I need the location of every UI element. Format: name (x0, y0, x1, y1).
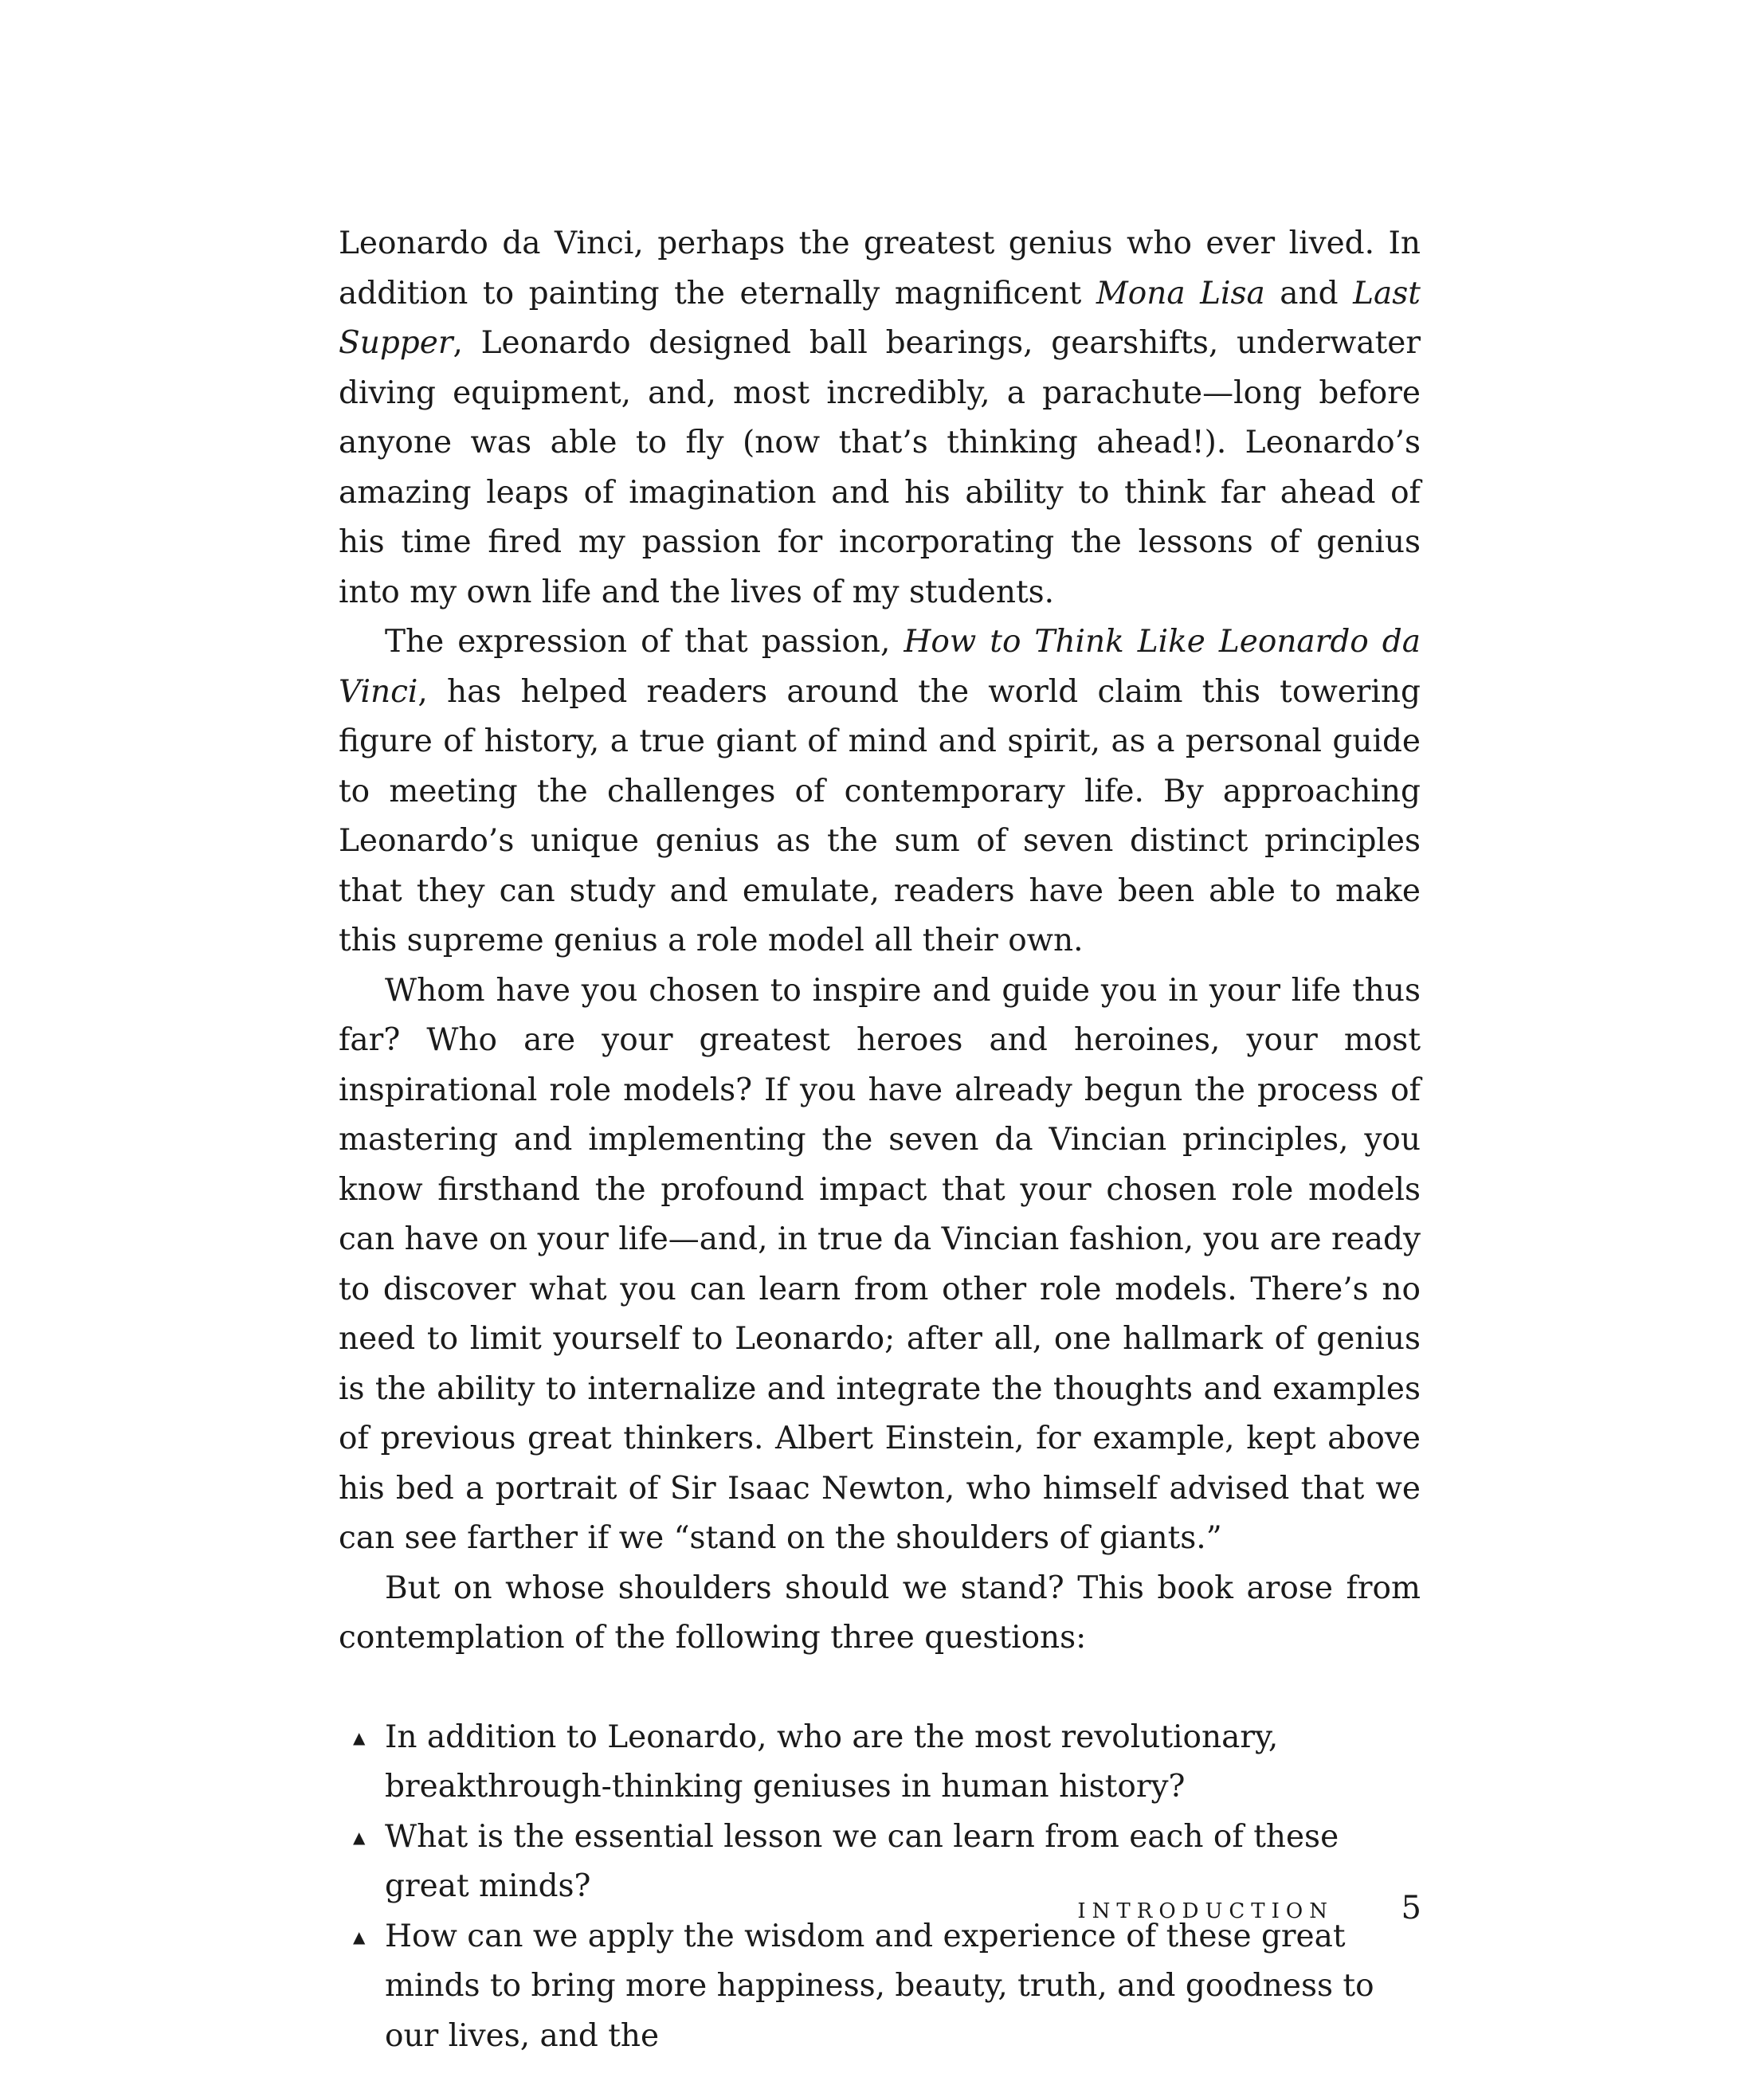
text-run: The expression of that passion, (385, 624, 904, 660)
paragraph-4 (339, 1564, 1421, 1664)
running-head: INTRODUCTION (1077, 1899, 1334, 1923)
list-item (339, 1713, 1421, 1813)
italic-title: How to Think Like Leonardo da Vinci (339, 624, 1421, 710)
text-run: and (1264, 275, 1354, 312)
body-text (339, 219, 1421, 2061)
list-item-text: How can we apply the wisdom and experience of these great minds to bring more happiness, beauty, truth, and goodness to our lives, and the (385, 1918, 1374, 2054)
text-run: But on whose shoulders should we stand? This book arose from contemplation of the following three questions: (339, 1570, 1421, 1656)
text-run: Leonardo da Vinci, perhaps the greatest genius who ever lived. In addition to painting the eternally magnificent (339, 225, 1421, 312)
text-run: , Leonardo designed ball bearings, gearshifts, underwater diving equipment, and, most incredibly, a parachute—long before anyone was able to fly (now that’s thinking ahead!). Leonardo’s amazing leaps of imagination and his ability to think far ahead of his time fired my passion for incorporating the lessons of genius into my own life and the lives of my students. (339, 325, 1421, 610)
text-run: , has helped readers around the world claim this towering figure of history, a true giant of mind and spirit, as a personal guide to meeting the challenges of contemporary life. By approaching Leonardo’s unique genius as the sum of seven distinct principles that they can study and emulate, readers have been able to make this supreme genius a role model all their own. (339, 673, 1421, 958)
triangle-up-icon: ▲ (353, 1926, 366, 1946)
paragraph-1 (339, 219, 1421, 617)
triangle-up-icon: ▲ (353, 1727, 366, 1747)
triangle-up-icon: ▲ (353, 1827, 366, 1847)
list-item-text: What is the essential lesson we can learn from each of these great minds? (385, 1818, 1339, 1904)
text-run: Whom have you chosen to inspire and guide you in your life thus far? Who are your greatest heroes and heroines, your most inspirational role models? If you have already begun the process of mastering and implementing the seven da Vincian principles, you know firsthand the profound impact that your chosen role models can have on your life—and, in true da Vincian fashion, you are ready to discover what you can learn from other role models. There’s no need to limit yourself to Leonardo; after all, one hallmark of genius is the ability to internalize and integrate the thoughts and examples of previous great thinkers. Albert Einstein, for example, kept above his bed a portrait of Sir Isaac Newton, who himself advised that we can see farther if we “stand on the shoulders of giants.” (339, 972, 1421, 1556)
page-footer (0, 1890, 1764, 1938)
italic-title: Last Supper (339, 275, 1421, 361)
question-list (339, 1713, 1421, 2062)
page-number: 5 (1401, 1890, 1421, 1926)
paragraph-3 (339, 966, 1421, 1564)
italic-title: Mona Lisa (1096, 275, 1265, 312)
list-item-text: In addition to Leonardo, who are the most revolutionary, breakthrough-thinking geniuses in human history? (385, 1719, 1279, 1805)
paragraph-2 (339, 617, 1421, 966)
